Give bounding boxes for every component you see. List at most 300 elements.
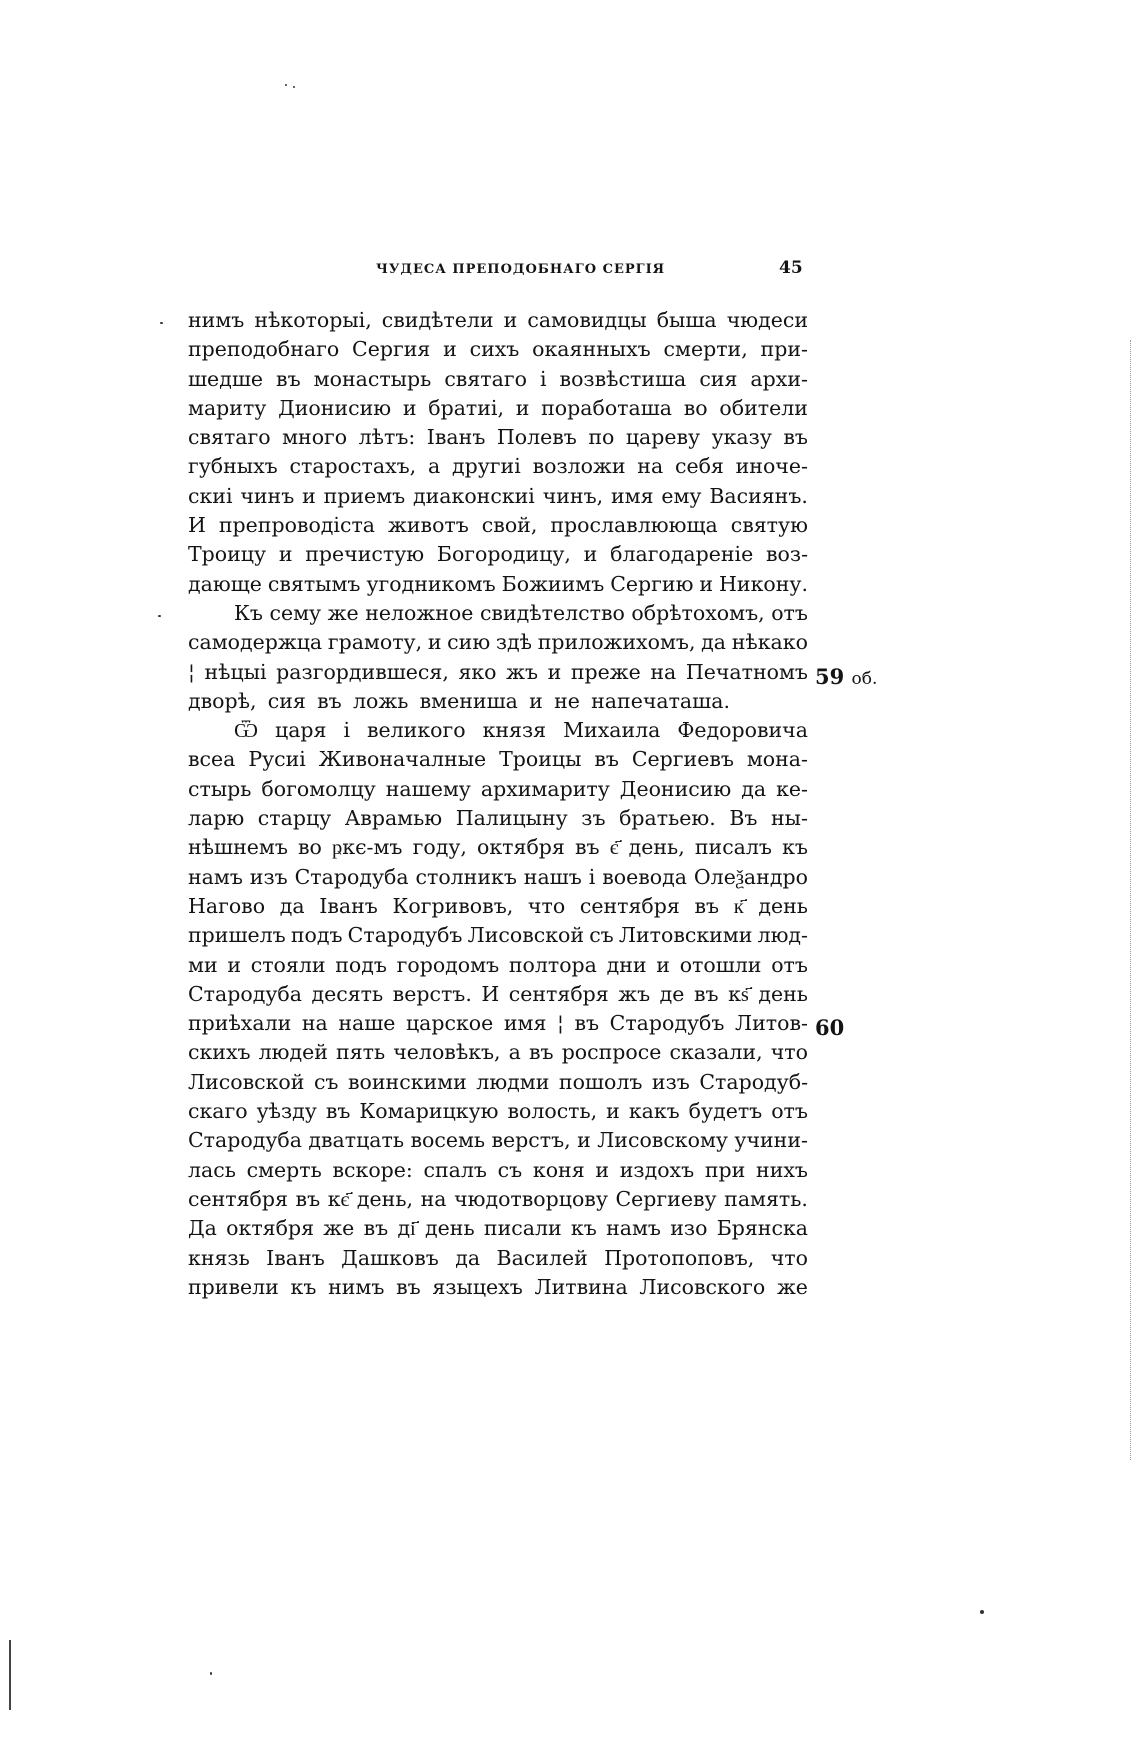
text-line xyxy=(188,394,808,423)
word: ларю xyxy=(188,806,245,831)
word: Троицы xyxy=(499,747,582,772)
word: день, xyxy=(628,835,685,860)
word: нѣцыі xyxy=(204,659,267,684)
word: въ xyxy=(783,425,808,450)
folio-59-suffix: об. xyxy=(851,669,878,689)
word: чюдеси xyxy=(726,308,808,332)
text-line xyxy=(188,1097,808,1126)
word: что xyxy=(770,1040,808,1065)
word: нимъ xyxy=(188,308,245,332)
word: да xyxy=(741,776,767,801)
word: дватцать xyxy=(308,1128,405,1153)
word: вскоре: xyxy=(332,1157,413,1182)
word: да xyxy=(455,1245,481,1270)
word: отъ xyxy=(771,1099,808,1124)
word: во xyxy=(683,395,708,420)
word: Стародуба xyxy=(294,864,409,889)
word: Стародуба xyxy=(188,1128,302,1153)
word: Стародуба xyxy=(188,981,302,1006)
word: преподобнаго xyxy=(188,337,340,362)
word: себя xyxy=(674,454,724,479)
word: Протопоповъ, xyxy=(604,1245,755,1270)
word: съ xyxy=(497,1157,523,1182)
word: и xyxy=(577,1128,591,1153)
word: учини- xyxy=(734,1128,808,1153)
word: свидѣтели xyxy=(381,308,494,332)
word: при xyxy=(704,1157,746,1182)
word: другиі xyxy=(452,454,521,479)
text-line xyxy=(188,980,808,1009)
word: напечаташа. xyxy=(591,688,730,713)
word: сказали, xyxy=(669,1040,763,1065)
word: подъ xyxy=(290,923,343,948)
word: дающе xyxy=(188,571,262,596)
word: преже xyxy=(570,659,641,684)
word: дворѣ, xyxy=(188,688,257,713)
word: Сергию xyxy=(610,571,694,596)
word: на xyxy=(420,1186,447,1211)
word: Федоровича xyxy=(677,718,808,743)
word: шедше xyxy=(188,366,264,391)
word: намъ xyxy=(606,1216,661,1241)
text-line xyxy=(188,863,808,892)
word: мариту xyxy=(188,395,267,420)
body-text xyxy=(188,306,808,1302)
word: стырь xyxy=(188,776,252,801)
word: Брянска xyxy=(716,1216,808,1241)
text-line xyxy=(188,540,808,569)
word: сия xyxy=(699,366,738,391)
word: ді҃ xyxy=(397,1216,416,1241)
word: Олеѯандро xyxy=(693,864,808,889)
word: приемъ xyxy=(323,483,406,508)
text-line xyxy=(188,365,808,394)
word: грамоту, xyxy=(327,630,423,655)
word: приѣхали xyxy=(188,1011,292,1036)
word: окаянныхъ xyxy=(532,337,651,362)
word: братьею. xyxy=(619,806,716,831)
word: коня xyxy=(532,1157,585,1182)
word: чинъ, xyxy=(542,483,604,508)
word: царское xyxy=(405,1011,494,1036)
word: при- xyxy=(760,337,808,362)
text-line xyxy=(188,1038,808,1067)
text-line xyxy=(188,951,808,980)
word: воинскими xyxy=(348,1069,467,1094)
word: дни xyxy=(606,952,647,977)
word: князь xyxy=(188,1245,250,1270)
word: въ xyxy=(594,747,619,772)
word: скиі xyxy=(188,483,233,508)
word: Василей xyxy=(496,1245,588,1270)
word: да xyxy=(701,630,727,655)
word: чюдотворцову xyxy=(454,1186,608,1211)
word: спалъ xyxy=(423,1157,487,1182)
word: и xyxy=(656,952,670,977)
word: Въ xyxy=(729,806,758,831)
word: же xyxy=(327,600,359,625)
text-line xyxy=(188,1156,808,1185)
word: Лисовской xyxy=(467,923,585,948)
word: на xyxy=(301,1011,328,1036)
word: октября xyxy=(226,1216,314,1241)
word: будетъ xyxy=(688,1099,763,1124)
word: сихъ xyxy=(469,337,520,362)
word: чинъ xyxy=(240,483,295,508)
word: нѣшнемъ xyxy=(188,835,288,860)
word: день, xyxy=(356,1186,414,1211)
word: яко xyxy=(458,659,497,684)
word: нимъ xyxy=(328,1274,385,1299)
text-line xyxy=(188,775,808,804)
word: святымъ xyxy=(267,571,361,596)
word: наше xyxy=(338,1011,396,1036)
word: самодержца xyxy=(188,630,323,655)
word: ¦ xyxy=(188,659,195,684)
word: и xyxy=(302,483,316,508)
scan-speck xyxy=(285,84,287,86)
word: ¦ xyxy=(556,1011,564,1036)
word: восемь xyxy=(410,1128,486,1153)
text-line xyxy=(188,921,808,950)
word: сентября xyxy=(188,1186,288,1211)
word: святаго xyxy=(188,425,271,450)
word: приложихомъ, xyxy=(537,630,696,655)
text-line xyxy=(188,716,808,745)
word: Троицу xyxy=(188,542,267,567)
word: нашему xyxy=(385,776,471,801)
word: Божиимъ xyxy=(501,571,605,596)
text-line xyxy=(188,452,808,481)
word: роспросе xyxy=(561,1040,662,1065)
word: и xyxy=(227,952,241,977)
word: и xyxy=(515,395,530,420)
word: въ xyxy=(317,688,342,713)
word: смерть xyxy=(246,1157,322,1182)
word: городомъ xyxy=(396,952,500,977)
word: і xyxy=(588,864,596,889)
word: же xyxy=(776,1274,808,1299)
word: лась xyxy=(188,1157,236,1182)
word: кѕ҃ xyxy=(728,981,749,1006)
word: уѣзду xyxy=(256,1099,317,1124)
text-line xyxy=(188,833,808,862)
word: людей xyxy=(258,1040,328,1065)
word: благодареніе xyxy=(610,542,754,567)
word: Сергия xyxy=(352,337,431,362)
word: Іванъ xyxy=(266,1245,325,1270)
text-line xyxy=(188,423,808,452)
page-edge-mark xyxy=(9,1640,11,1710)
scan-speck xyxy=(160,322,163,324)
word: а xyxy=(427,454,441,479)
word: Богородицу, xyxy=(436,542,571,567)
word: быша xyxy=(656,308,717,332)
word: память. xyxy=(724,1186,808,1211)
word: иноче- xyxy=(735,454,808,479)
word: Сергиеву xyxy=(615,1186,717,1211)
word: поработаша xyxy=(541,395,673,420)
text-line xyxy=(188,1126,808,1155)
word: жъ xyxy=(618,981,651,1006)
word: привели xyxy=(188,1274,279,1299)
text-line xyxy=(188,892,808,921)
word: скаго xyxy=(188,1099,248,1124)
text-line xyxy=(188,1009,808,1038)
word: во xyxy=(298,835,322,860)
word: въ xyxy=(295,1186,321,1211)
word: Лисовскому xyxy=(597,1128,728,1153)
word: Стародубъ xyxy=(609,1011,725,1036)
word: столникъ xyxy=(415,864,517,889)
text-line xyxy=(188,1273,808,1302)
word: людми xyxy=(476,1069,550,1094)
text-line xyxy=(188,804,808,833)
word: старцу xyxy=(257,806,332,831)
word: имя xyxy=(503,1011,547,1036)
text-line xyxy=(188,745,808,774)
word: въ xyxy=(529,1040,554,1065)
word: нѣкако xyxy=(731,630,808,655)
word: и xyxy=(606,1099,620,1124)
word: Деонисию xyxy=(619,776,732,801)
word: скихъ xyxy=(188,1040,251,1065)
word: обрѣтохомъ, xyxy=(631,600,765,625)
word: и xyxy=(595,1157,610,1182)
word: Полевъ xyxy=(496,425,577,450)
word: неложное xyxy=(365,600,474,625)
word: Нагово xyxy=(188,893,266,918)
word: съ xyxy=(589,923,614,948)
word: нашъ xyxy=(523,864,582,889)
word: подъ xyxy=(335,952,387,977)
word: ми xyxy=(188,952,218,977)
word: святую xyxy=(730,513,808,538)
word: нѣкоторыі, xyxy=(254,308,372,332)
word: де xyxy=(659,981,685,1006)
word: богомолцу xyxy=(261,776,376,801)
word: архимариту xyxy=(480,776,610,801)
word: Комарицкую xyxy=(359,1099,499,1124)
running-title: ЧУДЕСА ПРЕПОДОБНАГО СЕРГІЯ xyxy=(376,262,666,277)
word: день xyxy=(758,893,808,918)
word: Михаила xyxy=(563,718,661,743)
word: свидѣтелство xyxy=(479,600,625,625)
text-line xyxy=(188,658,808,687)
word: к҃ xyxy=(733,893,744,918)
word: сия xyxy=(267,688,306,713)
word: что xyxy=(527,893,566,918)
word: съ xyxy=(313,1069,339,1094)
word: обители xyxy=(719,395,808,420)
word: и xyxy=(529,688,543,713)
word: Палицыну xyxy=(455,806,568,831)
word: жъ xyxy=(506,659,539,684)
word: что xyxy=(770,1245,808,1270)
word: отъ xyxy=(771,600,808,625)
word: намъ xyxy=(188,864,243,889)
word: братиі, xyxy=(428,395,504,420)
text-line xyxy=(188,335,808,364)
text-line xyxy=(188,1068,808,1097)
word: Іванъ xyxy=(426,425,486,450)
word: въ xyxy=(574,1011,600,1036)
word: Ѿ xyxy=(234,718,259,743)
word: животъ xyxy=(388,513,469,538)
word: языцехъ xyxy=(432,1274,523,1299)
word: Лисовской xyxy=(188,1069,305,1094)
word: волость, xyxy=(507,1099,598,1124)
word: Аврамью xyxy=(344,806,443,831)
word: какъ xyxy=(628,1099,680,1124)
word: Сергиевъ xyxy=(631,747,734,772)
word: изъ xyxy=(651,1069,690,1094)
word: святаго xyxy=(444,366,527,391)
word: сию xyxy=(447,630,491,655)
word: цареву xyxy=(625,425,701,450)
word: въ xyxy=(693,981,719,1006)
word: і xyxy=(343,718,351,743)
word: день xyxy=(425,1216,475,1241)
word: отъ xyxy=(771,952,808,977)
word: є҃ xyxy=(609,835,619,860)
word: угодникомъ xyxy=(366,571,496,596)
text-line xyxy=(188,511,808,540)
word: десять xyxy=(311,981,384,1006)
word: въ xyxy=(574,835,600,860)
word: стояли xyxy=(250,952,326,977)
folio-59-number: 59 xyxy=(815,664,845,689)
word: и xyxy=(427,630,442,655)
word: возвѣстиша xyxy=(559,366,687,391)
word: воевода xyxy=(602,864,687,889)
scan-speck xyxy=(210,1672,212,1675)
word: въ xyxy=(276,366,301,391)
word: и xyxy=(503,308,518,332)
word: много xyxy=(282,425,348,450)
text-line xyxy=(188,306,808,335)
word: всеа xyxy=(188,747,236,772)
word: Печатномъ xyxy=(685,659,808,684)
word: нихъ xyxy=(756,1157,808,1182)
word: Дионисию xyxy=(278,395,392,420)
word: Живоначалные xyxy=(318,747,487,772)
word: Когривовъ, xyxy=(392,893,514,918)
margin-folio-59 xyxy=(815,664,877,689)
word: диаконскиі xyxy=(413,483,535,508)
word: Литов- xyxy=(735,1011,808,1036)
word: монастырь xyxy=(313,366,432,391)
text-line xyxy=(188,599,808,628)
word: возложи xyxy=(532,454,626,479)
page-edge-dotted xyxy=(1130,340,1132,1460)
word: Дашковъ xyxy=(341,1245,439,1270)
word: здѣ xyxy=(495,630,533,655)
word: и xyxy=(699,571,714,596)
word: ҏкє-мъ xyxy=(332,835,403,860)
word: Никону. xyxy=(719,571,808,596)
word: мона- xyxy=(746,747,808,772)
word: году, xyxy=(412,835,467,860)
scan-speck xyxy=(293,86,295,88)
scan-speck xyxy=(980,1610,984,1614)
word: Лисовского xyxy=(639,1274,766,1299)
word: а xyxy=(508,1040,521,1065)
word: губныхъ xyxy=(188,454,278,479)
word: і xyxy=(539,366,547,391)
word: Стародубъ xyxy=(347,923,463,948)
text-line xyxy=(188,482,808,511)
word: Стародуб- xyxy=(699,1069,808,1094)
word: люд- xyxy=(757,923,808,948)
word: великого xyxy=(366,718,466,743)
word: по xyxy=(588,425,615,450)
word: къ xyxy=(782,835,808,860)
text-line xyxy=(188,570,808,599)
margin-folio-60 xyxy=(815,1015,844,1040)
word: на xyxy=(637,454,664,479)
word: и xyxy=(583,542,598,567)
word: изъ xyxy=(249,864,288,889)
word: препроводіста xyxy=(218,513,376,538)
word: верстъ, xyxy=(491,1128,571,1153)
word: И xyxy=(188,513,206,538)
text-line xyxy=(188,1244,808,1273)
word: къ xyxy=(570,1216,597,1241)
word: пречистую xyxy=(305,542,425,567)
word: октября xyxy=(477,835,565,860)
scan-speck xyxy=(158,615,161,617)
word: ны- xyxy=(771,806,808,831)
word: не xyxy=(554,688,580,713)
word: издохъ xyxy=(619,1157,695,1182)
word: разгордившеся, xyxy=(276,659,449,684)
text-line xyxy=(188,1185,808,1214)
word: зъ xyxy=(581,806,606,831)
word: Да xyxy=(188,1216,217,1241)
word: самовидцы xyxy=(527,308,647,332)
word: ему xyxy=(661,483,702,508)
folio-60-number: 60 xyxy=(815,1015,845,1040)
word: день xyxy=(758,981,808,1006)
word: и xyxy=(278,542,293,567)
word: князя xyxy=(482,718,547,743)
word: И xyxy=(481,981,500,1006)
word: въ xyxy=(325,1099,351,1124)
text-line xyxy=(188,628,808,657)
word: ложь xyxy=(352,688,409,713)
word: пошолъ xyxy=(558,1069,643,1094)
word: указу xyxy=(711,425,772,450)
word: имя xyxy=(610,483,654,508)
word: же xyxy=(323,1216,355,1241)
word: архи- xyxy=(750,366,808,391)
word: Литвина xyxy=(534,1274,628,1299)
word: полтора xyxy=(508,952,597,977)
word: и xyxy=(443,337,457,362)
word: прославлююща xyxy=(550,513,718,538)
word: сентября xyxy=(508,981,609,1006)
word: писали xyxy=(483,1216,562,1241)
word: да xyxy=(279,893,305,918)
word: въ xyxy=(396,1274,421,1299)
word: лѣтъ: xyxy=(358,425,416,450)
word: Іванъ xyxy=(319,893,378,918)
page-number: 45 xyxy=(779,258,803,278)
word: кє҃ xyxy=(327,1186,350,1211)
word: пять xyxy=(336,1040,386,1065)
word: въ xyxy=(363,1216,389,1241)
